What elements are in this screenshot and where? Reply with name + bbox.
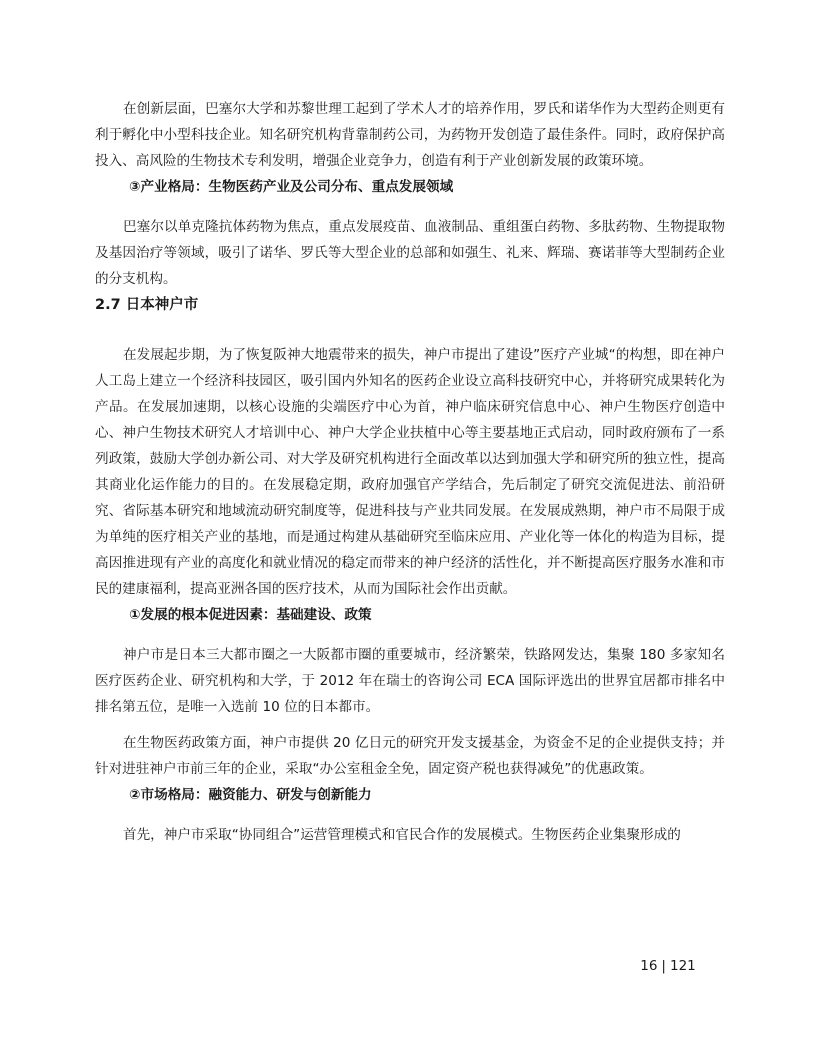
paragraph-kobe-policy: 在生物医药政策方面，神户市提供 20 亿日元的研究开发支援基金，为资金不足的企业提供支持；并针对进驻神户市前三年的企业，采取“办公室租金全免，固定资产税也获得减免”的优惠政策。 <box>95 735 725 777</box>
page-content <box>95 96 725 848</box>
paragraph-kobe-development: 在发展起步期，为了恢复阪神大地震带来的损失，神户市提出了建设”医疗产业城“的构想，即在神户人工岛上建立一个经济科技园区，吸引国内外知名的医药企业设立高科技研究中心，并将研究成果转化为产品。在发展加速期，以核心设施的尖端医疗中心为首，神户临床研究信息中心、神户生物医疗创造中心、神户生物技术研究人才培训中心、神户大学企业扶植中心等主要基地正式启动，同时政府颁布了一系列政策，鼓励大学创办新公司、对大学及研究机构进行全面改革以达到加强大学和研究所的独立性，提高其商业化运作能力的目的。在发展稳定期，政府加强官产学结合，先后制定了研究交流促进法、前沿研究、省际基本研究和地域流动研究制度等，促进科技与产业共同发展。在发展成熟期，神户市不局限于成为单纯的医疗相关产业的基地，而是通过构建从基础研究至临床应用、产业化等一体化的构造为目标，提高因推进现有产业的高度化和就业情况的稳定而带来的神户经济的活性化，并不断提高医疗服务水准和市民的建康福利，提高亚洲各国的医疗技术，从而为国际社会作出贡献。 <box>95 347 725 597</box>
subheading-kobe-drivers: ①发展的根本促进因素：基础建设、政策 <box>129 607 372 623</box>
paragraph-basel-focus: 巴塞尔以单克隆抗体药物为焦点，重点发展疫苗、血液制品、重组蛋白药物、多肽药物、生物提取物及基因治疗等领域，吸引了诺华、罗氏等大型企业的总部和如强生、礼来、辉瑞、赛诺菲等大型制药企业的分支机构。 <box>95 219 725 287</box>
paragraph-basel-innovation: 在创新层面，巴塞尔大学和苏黎世理工起到了学术人才的培养作用，罗氏和诺华作为大型药企则更有利于孵化中小型科技企业。知名研究机构背靠制药公司，为药物开发创造了最佳条件。同时，政府保护高投入、高风险的生物技术专利发明，增强企业竞争力，创造有利于产业创新发展的政策环境。 <box>95 101 725 169</box>
subheading-basel-industry-layout: ③产业格局：生物医药产业及公司分布、重点发展领域 <box>129 179 454 195</box>
section-title-kobe: 2.7 日本神户市 <box>95 297 199 313</box>
page-footer <box>608 958 728 974</box>
total-pages: 121 <box>669 958 696 974</box>
paragraph-kobe-model: 首先，神户市采取“协同组合”运营管理模式和官民合作的发展模式。生物医药企业集聚形成的 <box>123 827 681 843</box>
subheading-kobe-market: ②市场格局：融资能力、研发与创新能力 <box>129 787 372 803</box>
page-number: 16 <box>640 958 658 974</box>
page-separator: | <box>661 958 666 974</box>
paragraph-kobe-city: 神户市是日本三大都市圈之一大阪都市圈的重要城市，经济繁荣，铁路网发达，集聚 180 多家知名医疗医药企业、研究机构和大学，于 2012 年在瑞士的咨询公司 ECA 国际评选出的世界宜居都市排名中排名第五位，是唯一入选前 10 位的日本都市。 <box>95 647 725 715</box>
